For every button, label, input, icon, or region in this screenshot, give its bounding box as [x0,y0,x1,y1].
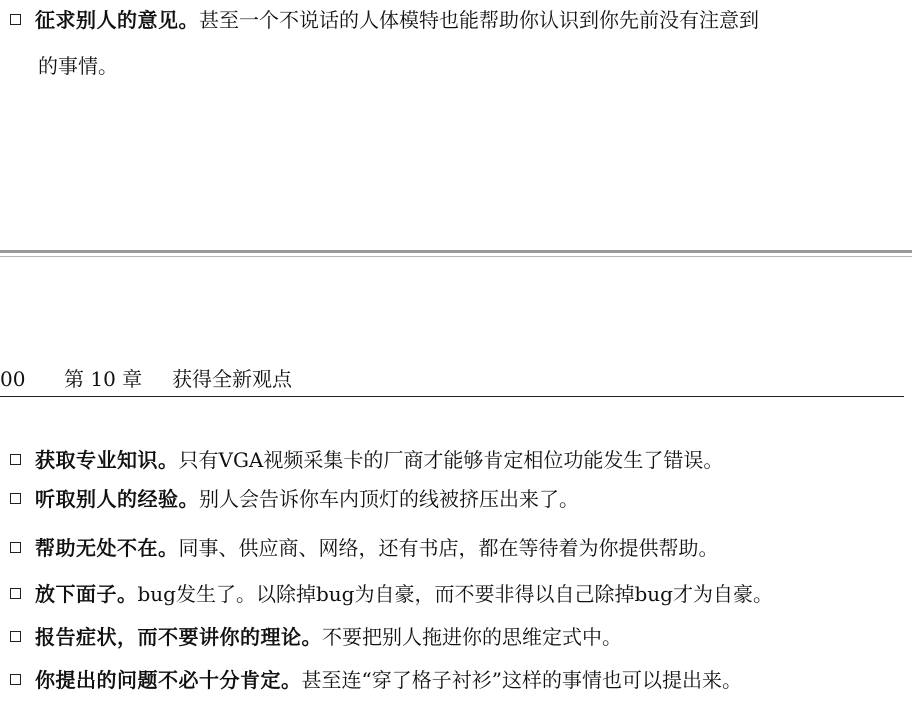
item-bold-heading: 你提出的问题不必十分肯定。 [35,668,302,692]
item-bold-heading: 征求别人的意见。 [35,8,199,32]
list-item [10,623,622,651]
checkbox-bullet-icon [10,14,21,25]
item-bold-heading: 放下面子。 [35,582,138,606]
page-divider-thin [0,256,912,257]
item-bold-heading: 获取专业知识。 [35,448,179,472]
checkbox-bullet-icon [10,454,21,465]
list-item [10,666,742,694]
page-divider-thick [0,250,912,253]
top-item-continuation: 的事情。 [38,54,118,78]
item-bold-heading: 报告症状，而不要讲你的理论。 [35,625,322,649]
checkbox-bullet-icon [10,588,21,599]
list-item [10,580,773,608]
page-number: 00 [0,367,26,391]
item-text: 不要把别人拖进你的思维定式中。 [322,625,622,649]
item-text: 别人会告诉你车内顶灯的线被挤压出来了。 [199,487,579,511]
chapter-label: 第 10 章 [64,367,143,391]
checkbox-bullet-icon [10,493,21,504]
item-text: 同事、供应商、网络，还有书店，都在等待着为你提供帮助。 [178,536,719,560]
item-text: 只有VGA视频采集卡的厂商才能够肯定相位功能发生了错误。 [178,448,724,472]
header-rule [0,396,904,397]
list-item [10,446,723,474]
checkbox-bullet-icon [10,631,21,642]
item-text: 甚至连“穿了格子衬衫”这样的事情也可以提出来。 [301,668,742,692]
list-item [10,534,719,562]
page-header [0,364,912,394]
checkbox-bullet-icon [10,542,21,553]
item-text: 甚至一个不说话的人体模特也能帮助你认识到你先前没有注意到 [199,8,759,32]
item-text: bug发生了。以除掉bug为自豪，而不要非得以自己除掉bug才为自豪。 [137,582,773,606]
chapter-title: 获得全新观点 [172,367,292,391]
checkbox-bullet-icon [10,674,21,685]
item-bold-heading: 帮助无处不在。 [35,536,179,560]
list-item [10,485,579,513]
top-list-item [10,6,759,34]
item-bold-heading: 听取别人的经验。 [35,487,199,511]
